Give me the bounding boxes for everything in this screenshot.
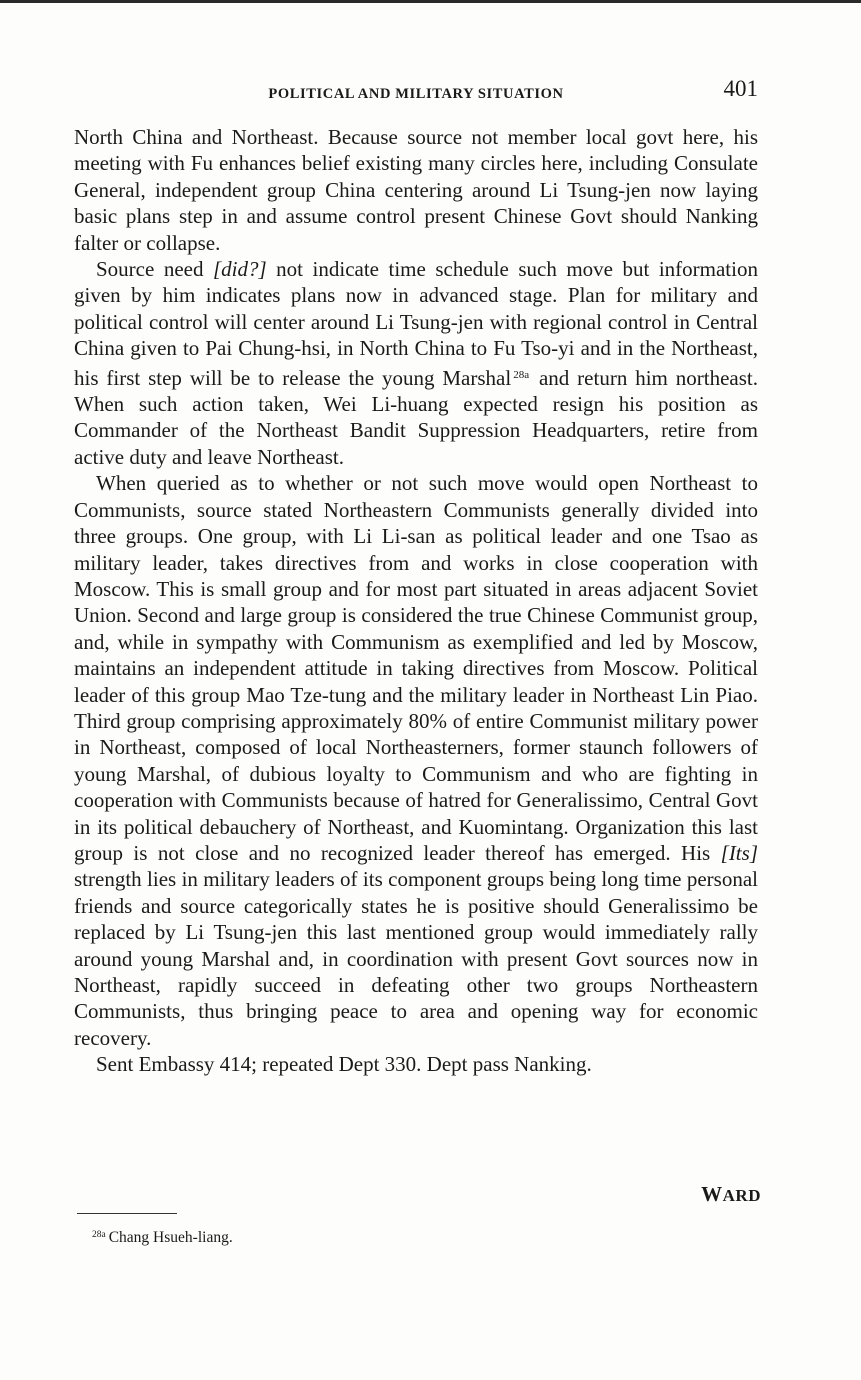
footnote-divider	[77, 1213, 177, 1214]
paragraph-2-part-a: Source need	[96, 257, 213, 282]
paragraph-1: North China and Northeast. Because source not member local govt here, his meeting with Fu enhances belief existing many circles here, including Consulate General, independent group China centering around Li Tsung-jen now laying basic plans step in and assume control present Chinese Govt should Nanking falter or collapse.	[74, 125, 758, 255]
signature	[701, 1182, 761, 1207]
top-border-rule	[0, 0, 861, 3]
page-number: 401	[723, 76, 758, 101]
paragraph-2-part-b: not indicate time schedule such move but information given by him indicates plans now in advanced stage. Plan for military and political control will center around Li Tsung-jen with regional control in Central China given to Pai Chung-hsi, in North China to Fu Tso-yi and in the Northeast, his first step will be to release the young Marshal	[74, 257, 758, 390]
footnote-reference: 28a	[513, 368, 530, 381]
footnote-text: Chang Hsueh-liang.	[108, 1229, 233, 1246]
paragraph-3-part-b: strength lies in military leaders of its component groups being long time personal friends and source categorically states he is positive should Generalissimo be replaced by Li Tsung-jen this last mentioned group would immediately rally around young Marshal and, in coordination with present Govt sources now in Northeast, rapidly succeed in defeating other two groups Northeastern Communists, thus bringing peace to area and opening way for economic recovery.	[74, 867, 758, 1050]
paragraph-2-part-c: and return him northeast. When such action taken, Wei Li-huang expected resign his position as Commander of the Northeast Bandit Suppression Headquarters, retire from active duty and leave Northeast.	[74, 365, 758, 469]
signature-initial: W	[701, 1182, 723, 1206]
body-text	[74, 124, 758, 1078]
page-header	[74, 76, 758, 112]
editorial-insertion: [Its]	[720, 840, 758, 865]
editorial-insertion: [did?]	[212, 257, 267, 282]
paragraph-2	[74, 256, 758, 470]
footnote	[92, 1229, 233, 1247]
signature-rest: ARD	[722, 1186, 761, 1205]
footnote-marker: 28a	[92, 1230, 106, 1240]
paragraph-3-part-a: When queried as to whether or not such move would open Northeast to Communists, source stated Northeastern Communists generally divided into three groups. One group, with Li Li-san as political leader and one Tsao as military leader, takes directives from and works in close cooperation with Moscow. This is small group and for most part situated in areas adjacent Soviet Union. Second and large group is considered the true Chinese Communist group, and, while in sympathy with Communism as exemplified and led by Moscow, maintains an independent attitude in taking directives from Moscow. Political leader of this group Mao Tze-tung and the military leader in Northeast Lin Piao. Third group comprising approximately 80% of entire Communist military power in Northeast, composed of local Northeasterners, former staunch followers of young Marshal, of dubious loyalty to Communism and who are fighting in cooperation with Communists because of hatred for Generalissimo, Central Govt in its political debauchery of Northeast, and Kuomintang. Organization this last group is not close and no recognized leader thereof has emerged. His	[74, 471, 758, 865]
running-head: POLITICAL AND MILITARY SITUATION	[268, 86, 564, 102]
paragraph-4: Sent Embassy 414; repeated Dept 330. Dept pass Nanking.	[96, 1052, 592, 1077]
paragraph-3	[74, 470, 758, 1051]
